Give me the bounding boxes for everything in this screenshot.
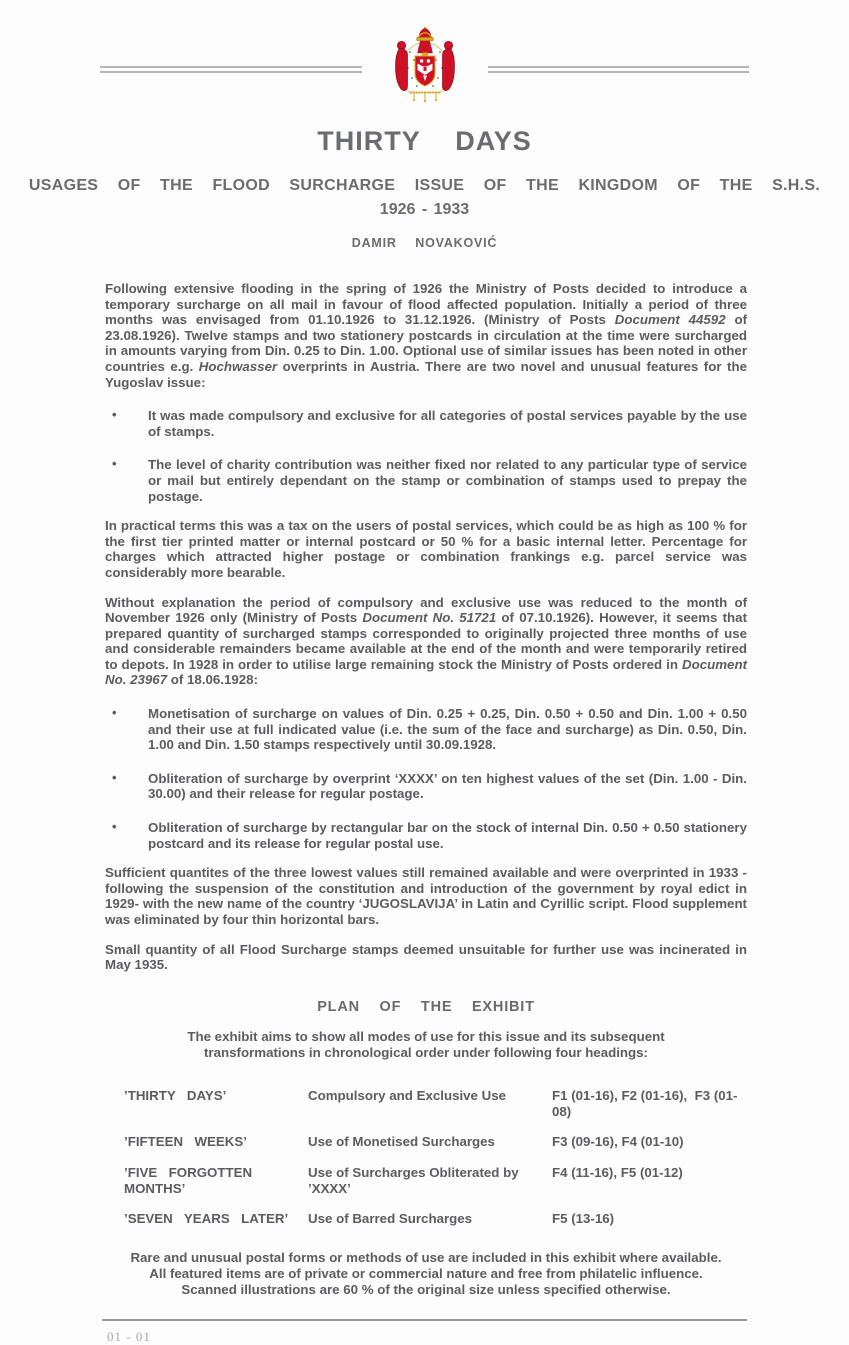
intro-text-2: of 23.08.1926). Twelve stamps and two stationery postcards in circulation at the time were surcharged in amounts varying from Din. 0.25 to Din. 1.00. Optional use of similar issues has been noted in other countries e.g. (105, 312, 747, 374)
paragraph-intro (105, 281, 747, 390)
plan-heading: PLAN OF THE EXHIBIT (317, 998, 535, 1015)
plan-intro (105, 1029, 747, 1062)
plan-row-frames: F4 (11-16), F5 (01-12) (552, 1164, 683, 1180)
exhibit-plan-table (124, 1088, 747, 1228)
plan-row-title: ’FIFTEEN WEEKS’ (124, 1134, 247, 1150)
paragraph-1933-overprint: Sufficient quantites of the three lowest values still remained available and were overprinted in 1933 - following the suspension of the constitution and introduction of the government by royal edict in 1929- with the new name of the country ‘JUGOSLAVIJA’ in Latin and Cyrillic script. Flood supplement was eliminated by four thin horizontal bars. (105, 865, 747, 927)
footer-note-3: Scanned illustrations are 60 % of the original size unless specified otherwise. (181, 1281, 671, 1297)
royal-coat-of-arms-icon (390, 26, 460, 112)
bullet-item (105, 408, 747, 439)
plan-row-use: Compulsory and Exclusive Use (308, 1087, 507, 1103)
bullet-icon: • (112, 456, 117, 472)
reduction-text-1: Without explanation the period of compulsory and exclusive use was reduced to the month of November 1926 only (Ministry of Posts (105, 594, 747, 626)
plan-row-frames: F3 (09-16), F4 (01-10) (552, 1134, 684, 1150)
bullet-text: Monetisation of surcharge on values of Din. 0.25 + 0.25, Din. 0.50 + 0.50 and Din. 1.00 + 0.50 and their use at full indicated value (i.e. the sum of the face and surcharge) as Din. 0.50, Din. 1.00 and Din. 1.50 stamps respectively until 30.09.1928. (148, 706, 747, 753)
hochwasser-ref: Hochwasser (198, 358, 278, 374)
intro-text-1: Following extensive flooding in the spring of 1926 the Ministry of Posts decided to introduce a temporary surcharge on all mail in favour of flood affected population. Initially a period of three months was envisaged from 01.10.1926 to 31.12.1926. (Ministry of Posts (105, 281, 747, 328)
footer-note-2: All featured items are of private or commercial nature and free from philatelic influence. (149, 1266, 703, 1282)
intro-text-3: overprints in Austria. There are two novel and unusual features for the Yugoslav issue: (105, 358, 747, 390)
plan-row-frames: F5 (13-16) (552, 1211, 615, 1227)
bullet-icon: • (112, 705, 117, 721)
plan-row-use: Use of Barred Surcharges (308, 1211, 473, 1227)
bullet-icon: • (112, 769, 117, 785)
footer-rule (102, 1319, 747, 1321)
bullet-text: Obliteration of surcharge by overprint ‘XXXX’ on ten highest values of the set (Din. 1.00 - Din. 30.00) and their release for regular postage. (148, 770, 747, 802)
plan-row-use: Use of Surcharges Obliterated by ’XXXX’ (308, 1164, 519, 1196)
author-name: DAMIR NOVAKOVIĆ (351, 236, 498, 250)
plan-row-frames: F1 (01-16), F2 (01-16), F3 (01- 08) (552, 1087, 742, 1119)
paragraph-incineration: Small quantity of all Flood Surcharge stamps deemed unsuitable for further use was incinerated in May 1935. (105, 941, 747, 973)
right-double-rule (488, 66, 750, 73)
page-subtitle: USAGES OF THE FLOOD SURCHARGE ISSUE OF THE KINGDOM OF THE S.H.S. (28, 177, 821, 194)
document-ref-51721: Document No. 51721 (362, 610, 497, 626)
subtitle-years: 1926 - 1933 (379, 201, 470, 218)
reduction-text-2: of 07.10.1926). However, it seems that prepared quantity of surcharged stamps corresponded to originally projected three months of use and considerable remainders became available at the end of the month and were temporarily retired to depots. In 1928 in order to utilise large remaining stock the Ministry of Posts ordered in (105, 610, 747, 672)
paragraph-without-explanation (105, 595, 747, 689)
bullet-text: The level of charity contribution was neither fixed nor related to any particular type of service or mail but entirely dependant on the stamp or combination of stamps used to prepay the postage. (148, 457, 747, 504)
plan-row-title: ’THIRTY DAYS’ (124, 1087, 227, 1103)
bullet-text: It was made compulsory and exclusive for all categories of postal services payable by the use of stamps. (148, 408, 747, 439)
document-ref-44592: Document 44592 (614, 312, 726, 328)
bullet-item (105, 706, 747, 753)
text-content (105, 281, 747, 1345)
plan-intro-line2: transformations in chronological order under following four headings: (204, 1045, 648, 1061)
reduction-text-3: of 18.06.1928: (167, 672, 259, 688)
document-ref-23967: Document No. 23967 (105, 656, 747, 688)
page-number: 01 - 01 (107, 1328, 151, 1344)
header (100, 0, 749, 112)
footer-note-1: Rare and unusual postal forms or methods of use are included in this exhibit where available. (130, 1250, 722, 1266)
paragraph-practical-terms: In practical terms this was a tax on the users of postal services, which could be as high as 100 % for the first tier printed matter or internal postcard or 50 % for a basic internal letter. Percentage for charges which attracted higher postage or combination frankings e.g. parcel service was considerably more bearable. (105, 518, 747, 580)
bullet-item (105, 820, 747, 851)
bullet-item (105, 771, 747, 802)
plan-intro-line1: The exhibit aims to show all modes of use for this issue and its subsequent (187, 1028, 665, 1044)
plan-row-title: ’SEVEN YEARS LATER’ (124, 1211, 289, 1227)
bullet-icon: • (112, 407, 117, 423)
footer-notes (105, 1250, 747, 1297)
bullet-icon: • (112, 819, 117, 835)
plan-row-title: ’FIVE FORGOTTEN MONTHS’ (124, 1164, 264, 1196)
bullet-text: Obliteration of surcharge by rectangular bar on the stock of internal Din. 0.50 + 0.50 stationery postcard and its release for regular postal use. (148, 820, 747, 851)
page-title: THIRTY DAYS (317, 126, 532, 156)
plan-row-use: Use of Monetised Surcharges (308, 1134, 495, 1150)
left-double-rule (100, 66, 362, 73)
coat-of-arms-icon (390, 26, 460, 112)
bullet-item (105, 457, 747, 504)
